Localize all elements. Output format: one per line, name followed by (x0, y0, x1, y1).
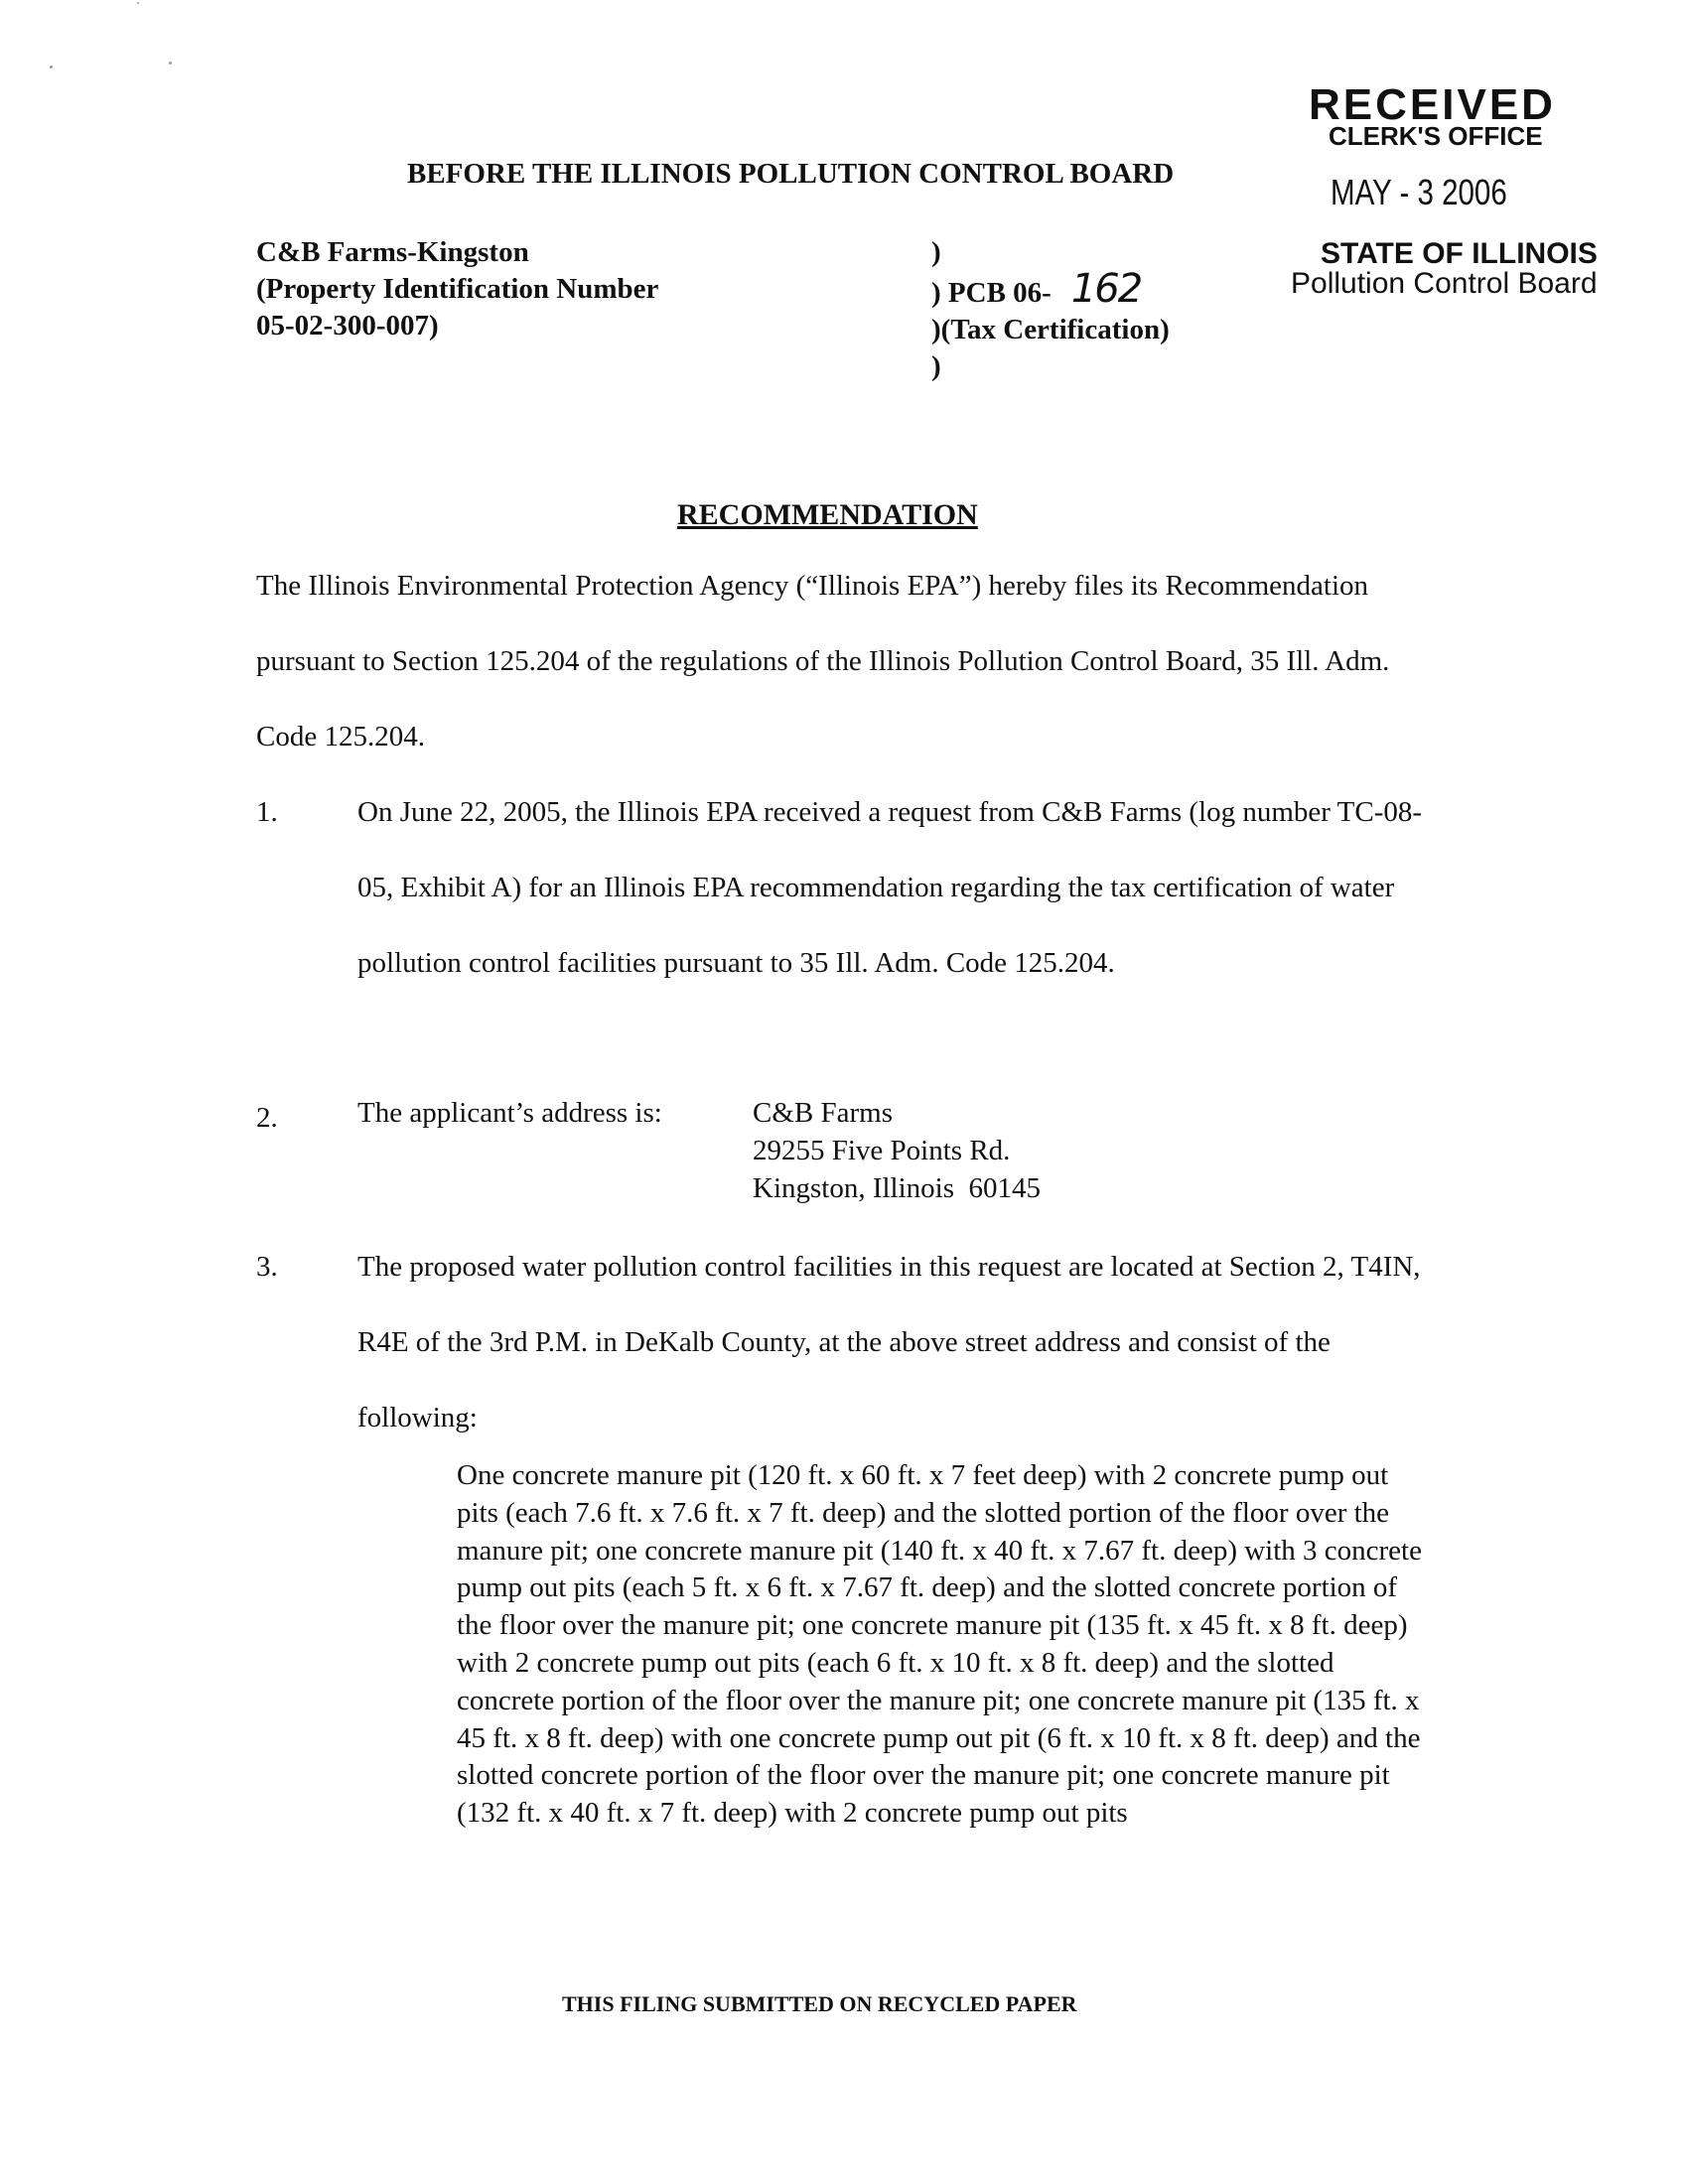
caption-property-label: (Property Identification Number (256, 273, 659, 305)
caption-property-number: 05-02-300-007) (256, 310, 439, 341)
caption-docket-prefix: ) PCB 06- (931, 277, 1052, 309)
applicant-address (753, 1094, 1041, 1207)
case-caption-parties (256, 234, 658, 344)
address-label: The applicant’s address is: (357, 1097, 662, 1129)
address-line: Kingston, Illinois 60145 (753, 1172, 1042, 1204)
facilities-description: One concrete manure pit (120 ft. x 60 ft. x 7 feet deep) with 2 concrete pump out pits (each 7.6 ft. x 7.6 ft. x 7 ft. deep) and the slotted portion of the floor over the manure pit; one concrete manure pit (140 ft. x 40 ft. x 7.67 ft. deep) with 3 concrete pump out pits (each 5 ft. x 6 ft. x 7.67 ft. deep) and the slotted concrete portion of the floor over the manure pit; one concrete manure pit (135 ft. x 45 ft. x 8 ft. deep) with 2 concrete pump out pits (each 6 ft. x 10 ft. x 8 ft. deep) and the slotted concrete portion of the floor over the manure pit; one concrete manure pit (135 ft. x 45 ft. x 8 ft. deep) with one concrete pump out pit (6 ft. x 10 ft. x 8 ft. deep) and the slotted concrete portion of the floor over the manure pit; one concrete manure pit (132 ft. x 40 ft. x 7 ft. deep) with 2 concrete pump out pits (457, 1459, 1422, 1830)
stamp-clerks-office: CLERK'S OFFICE (1329, 121, 1543, 151)
caption-docket-line (931, 266, 1170, 312)
address-line: C&B Farms (753, 1097, 893, 1129)
item-text: On June 22, 2005, the Illinois EPA received a request from C&B Farms (log number TC-08-05, Exhibit A) for an Illinois EPA recommendation regarding the tax certification of water pollution control facilities pursuant to 35 Ill. Adm. Code 125.204. (357, 796, 1423, 979)
document-heading: RECOMMENDATION (677, 498, 978, 531)
caption-party-name: C&B Farms-Kingston (256, 236, 529, 268)
item-number: 2. (256, 1102, 278, 1134)
item-number: 1. (256, 796, 278, 828)
scan-speck (137, 2, 139, 4)
caption-paren: ) (931, 236, 941, 268)
item-number: 3. (256, 1251, 278, 1283)
stamp-state: STATE OF ILLINOIS (1321, 237, 1598, 270)
item-text: The proposed water pollution control facilities in this request are located at Section 2, T4IN, R4E of the 3rd P.M. in DeKalb County, at the above street address and consist of the following: (357, 1251, 1421, 1433)
address-line: 29255 Five Points Rd. (753, 1135, 1011, 1166)
intro-paragraph: The Illinois Environmental Protection Agency (“Illinois EPA”) hereby files its Recommendation pursuant to Section 125.204 of the regulations of the Illinois Pollution Control Board, 35 Ill. Adm. Code 125.204. (256, 570, 1390, 752)
scan-speck (50, 66, 53, 68)
stamp-board: Pollution Control Board (1291, 267, 1598, 300)
stamp-date: MAY - 3 2006 (1331, 172, 1507, 212)
board-title: BEFORE THE ILLINOIS POLLUTION CONTROL BOARD (407, 158, 1175, 190)
caption-paren: ) (931, 350, 941, 382)
scan-speck (169, 62, 172, 65)
stamp-received: RECEIVED (1309, 80, 1556, 129)
caption-case-type: )(Tax Certification) (931, 314, 1170, 345)
footer-notice: THIS FILING SUBMITTED ON RECYCLED PAPER (562, 1991, 1077, 2016)
case-caption-docket (931, 234, 1170, 385)
handwritten-case-number: 162 (1070, 266, 1142, 312)
